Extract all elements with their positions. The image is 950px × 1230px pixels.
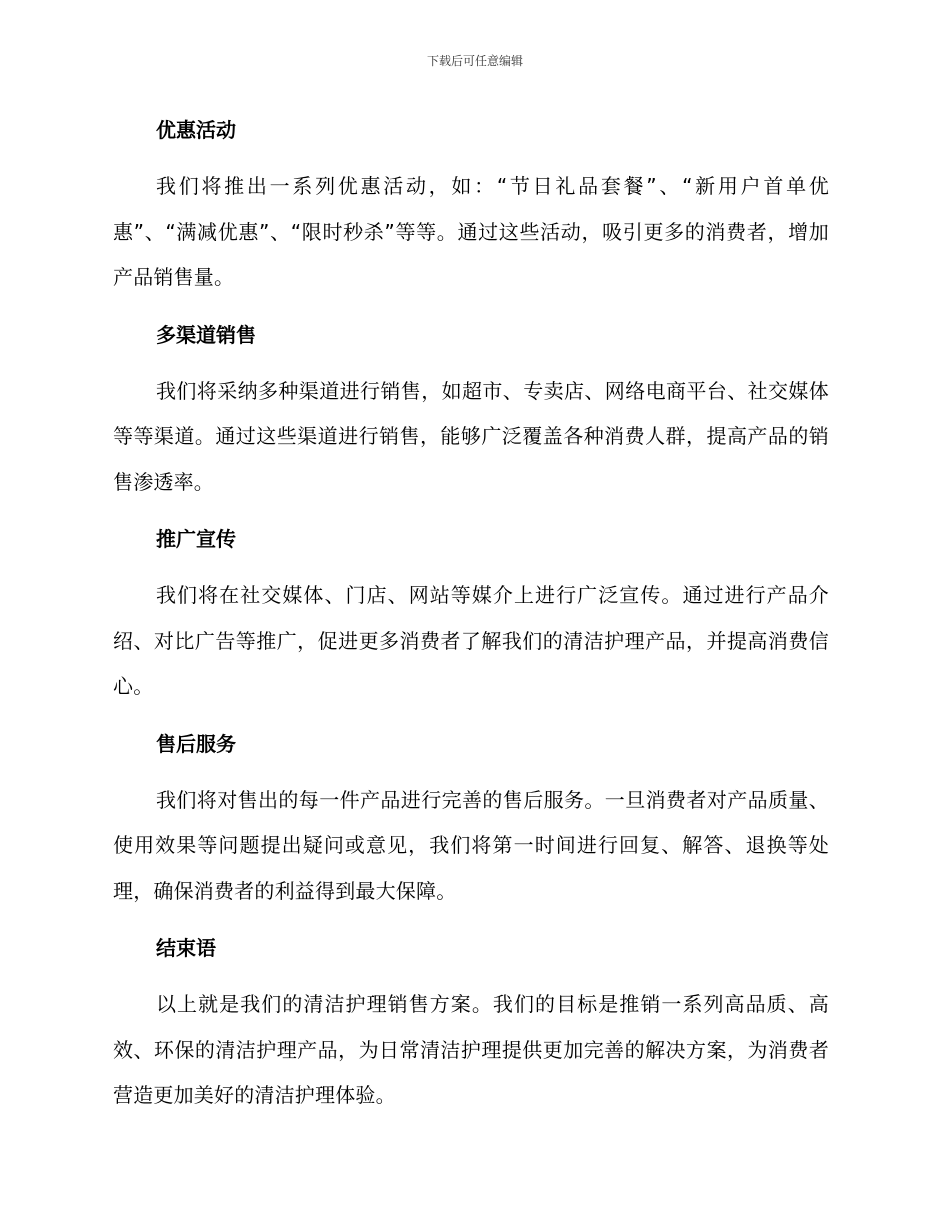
section-heading-multichannel-sales: 多渠道销售 bbox=[156, 322, 256, 347]
section-heading-conclusion: 结束语 bbox=[156, 936, 216, 960]
section-paragraph-multichannel-sales: 我们将采纳多种渠道进行销售，如超市、专卖店、网络电商平台、社交媒体等等渠道。通过这些渠道进行销售，能够广泛覆盖各种消费人群，提高产品的销售渗透率。 bbox=[113, 378, 829, 494]
section-paragraph-promotion-publicity: 我们将在社交媒体、门店、网站等媒介上进行广泛宣传。通过进行产品介绍、对比广告等推广，促进更多消费者了解我们的清洁护理产品，并提高消费信心。 bbox=[113, 583, 829, 698]
section-paragraph-promotions: 我们将推出一系列优惠活动，如：“节日礼品套餐”、“新用户首单优惠”、“满减优惠”、“限时秒杀”等等。通过这些活动，吸引更多的消费者，增加产品销售量。 bbox=[113, 174, 829, 289]
section-heading-promotion-publicity: 推广宣传 bbox=[156, 527, 236, 551]
section-paragraph-after-sales: 我们将对售出的每一件产品进行完善的售后服务。一旦消费者对产品质量、使用效果等问题提出疑问或意见，我们将第一时间进行回复、解答、退换等处理，确保消费者的利益得到最大保障。 bbox=[113, 787, 829, 903]
section-heading-promotions: 优惠活动 bbox=[156, 118, 236, 142]
section-heading-after-sales: 售后服务 bbox=[156, 731, 236, 756]
page-header: 下载后可任意编辑 bbox=[426, 54, 523, 68]
document-body bbox=[113, 108, 829, 1131]
section-paragraph-conclusion: 以上就是我们的清洁护理销售方案。我们的目标是推销一系列高品质、高效、环保的清洁护理产品，为日常清洁护理提供更加完善的解决方案，为消费者营造更加美好的清洁护理体验。 bbox=[113, 992, 829, 1107]
